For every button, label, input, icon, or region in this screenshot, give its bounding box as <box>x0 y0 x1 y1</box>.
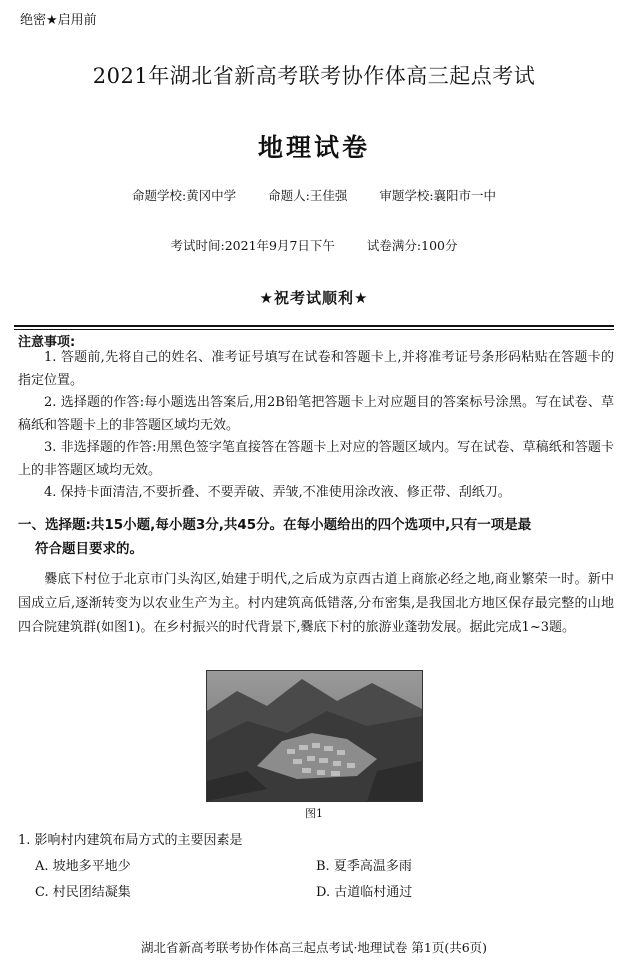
reading-passage: 爨底下村位于北京市门头沟区,始建于明代,之后成为京西古道上商旅必经之地,商业繁荣一时。新中国成立后,逐渐转变为以农业生产为主。村内建筑高低错落,分布密集,是我国北方地区保存最完整的山地四合院建筑群(如图1)。在乡村振兴的时代背景下,爨底下村的旅游业蓬勃发展。据此完成1~3题。 <box>18 572 614 635</box>
section-heading-line-2: 符合题目要求的。 <box>35 541 143 557</box>
meta-line-1 <box>0 186 628 204</box>
proposer: 命题人:王佳强 <box>268 188 348 203</box>
exam-title: 2021年湖北省新高考联考协作体高三起点考试 <box>92 64 536 88</box>
figure-caption: 图1 <box>305 807 323 820</box>
good-luck-banner: ★祝考试顺利★ <box>259 289 369 307</box>
confidential-label: 绝密★启用前 <box>20 13 97 28</box>
option-b: B. 夏季高温多雨 <box>316 859 412 874</box>
mountain-village-image <box>207 671 422 801</box>
divider-thick <box>14 325 614 327</box>
section-heading-line-1: 一、选择题:共15小题,每小题3分,共45分。在每小题给出的四个选项中,只有一项是最 <box>18 517 532 533</box>
subject-title: 地理试卷 <box>257 133 370 162</box>
meta-line-2 <box>0 236 628 254</box>
option-a: A. 坡地多平地少 <box>35 859 131 874</box>
option-d: D. 古道临村通过 <box>316 885 413 900</box>
divider-thin <box>14 329 614 330</box>
exam-time: 考试时间:2021年9月7日下午 <box>170 238 335 253</box>
full-score: 试卷满分:100分 <box>366 238 458 253</box>
section-heading <box>18 513 614 561</box>
notice-item-4: 4. 保持卡面清洁,不要折叠、不要弄破、弄皱,不准使用涂改液、修正带、刮纸刀。 <box>44 485 511 500</box>
page-footer: 湖北省新高考联考协作体高三起点考试·地理试卷 第1页(共6页) <box>140 940 488 955</box>
village-photo <box>206 670 423 802</box>
notice-item-2: 2. 选择题的作答:每小题选出答案后,用2B铅笔把答题卡上对应题目的答案标号涂黑。写在试卷、草稿纸和答题卡上的非答题区域均无效。 <box>18 395 614 433</box>
proposing-school: 命题学校:黄冈中学 <box>131 188 237 203</box>
option-c: C. 村民团结凝集 <box>35 885 131 900</box>
notice-item-3: 3. 非选择题的作答:用黑色签字笔直接答在答题卡上对应的答题区域内。写在试卷、草稿纸和答题卡上的非答题区域均无效。 <box>18 440 614 478</box>
notice-heading: 注意事项: <box>18 335 76 350</box>
reviewing-school: 审题学校:襄阳市一中 <box>379 188 497 203</box>
notice-item-1: 1. 答题前,先将自己的姓名、准考证号填写在试卷和答题卡上,并将准考证号条形码粘贴在答题卡的指定位置。 <box>18 350 614 388</box>
question-1-stem: 1. 影响村内建筑布局方式的主要因素是 <box>18 833 243 848</box>
